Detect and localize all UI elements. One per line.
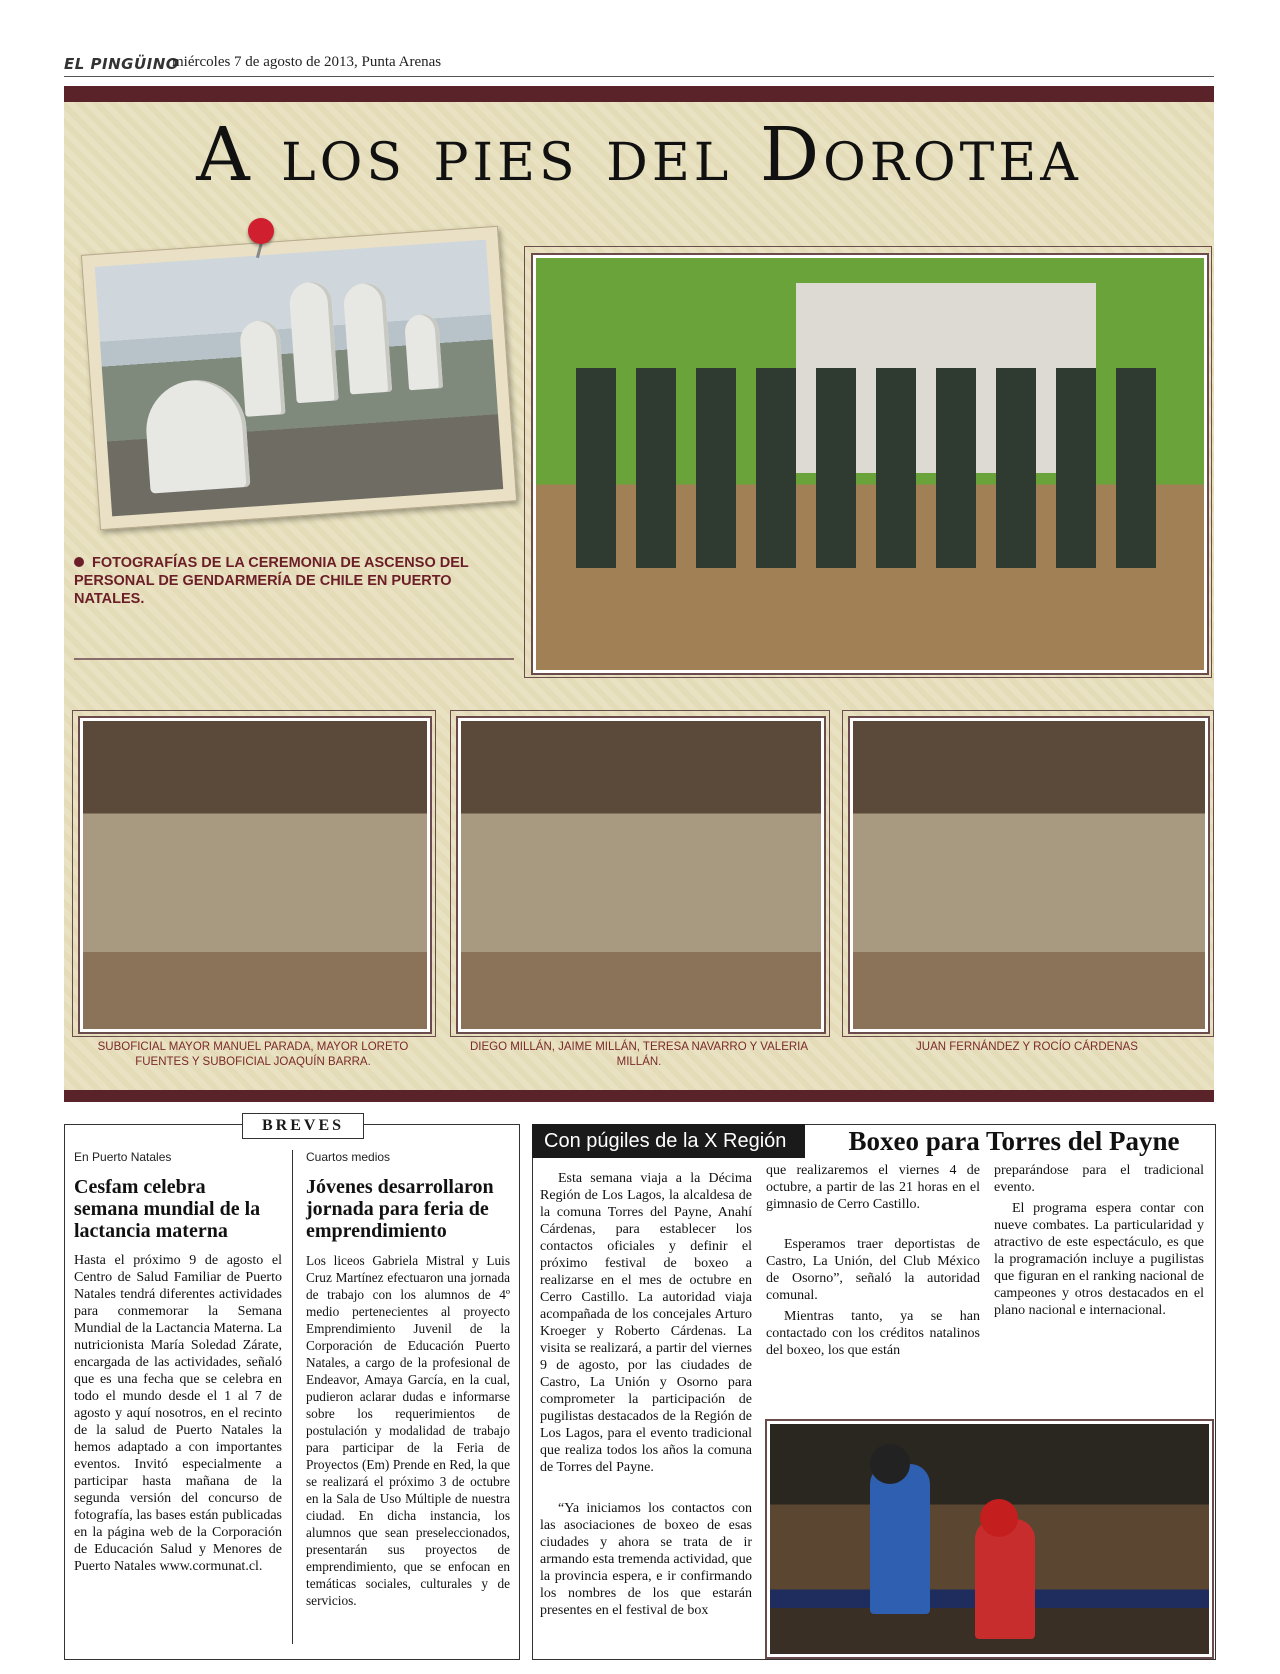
boxeo-col3-paragraph-2: El programa espera contar con nueve combates. La particularidad y atractivo de este espectáculo, es que la programación incluye a pugilistas que figuran en el ranking nacional de campeones y otros destacados en el plano nacional e internacional. — [994, 1201, 1204, 1318]
boxeo-col1-paragraph-2: “Ya iniciamos los contactos con las asociaciones de boxeo de esas ciudades y ahora se trata de ir armando esta tremenda actividad, que la provincia espera, e ir confirmando los nombres de los que estarán presentes en el festival de box — [540, 1501, 752, 1618]
boxeo-col3-paragraph-1: preparándose para el tradicional evento. — [994, 1163, 1204, 1195]
photo-caption-1: SUBOFICIAL MAYOR MANUEL PARADA, MAYOR LORETO FUENTES Y SUBOFICIAL JOAQUÍN BARRA. — [97, 1041, 409, 1068]
brief-2-body: Los liceos Gabriela Mistral y Luis Cruz Martínez efectuaron una jornada de trabajo con los alumnos de 4º medio pertenecientes al proyecto Emprendimiento Juvenil de la Corporación de Educación Puerto Natales, a cargo de la profesional de Endeavor, Amaya García, en la cual, pudieron aclarar dudas e informarse sobre los requerimientos de postulación y modalidad de trabajo para participar de la Feria de Proyectos (Em) Prende en Red, la que se realizará el próximo 3 de octubre en la Sala de Uso Múltiple de nuestra ciudad. En dicha instancia, los alumnos que sean preseleccionados, presentarán sus proyectos de emprendimiento, que se enfocan en temáticas sociales, culturales y de servicios. — [306, 1253, 510, 1608]
boxeo-col2-paragraph-2: Esperamos traer deportistas de Castro, La Unión, del Club México de Osorno”, señaló la autoridad comunal. — [766, 1237, 980, 1303]
dateline: miércoles 7 de agosto de 2013, Punta Arenas — [172, 54, 442, 70]
monument-photo-frame — [81, 226, 517, 530]
feature-headline: A los pies del Dorotea — [196, 112, 1082, 198]
push-pin-icon — [248, 218, 274, 244]
couple-photo — [850, 718, 1208, 1032]
newspaper-logo: EL PINGÜINO — [64, 55, 180, 73]
monument-photo — [95, 240, 503, 517]
main-caption-text: FOTOGRAFÍAS DE LA CEREMONIA DE ASCENSO DEL PERSONAL DE GENDARMERÍA DE CHILE EN PUERTO NATALES. — [74, 555, 469, 607]
brief-2-kicker: Cuartos medios — [306, 1150, 391, 1164]
brief-1-body: Hasta el próximo 9 de agosto el Centro de Salud Familiar de Puerto Natales tendrá diferentes actividades para conmemorar la Semana Mundial de la Lactancia Materna. La nutricionista María Soledad Zárate, encargada de las actividades, señaló que es una fecha que se celebra en todo el mundo desde el 1 al 7 de agosto y aquí nosotros, en el recinto de la salud de Puerto Natales la hemos adaptado a con importantes eventos. Invitó especialmente a participar hasta mañana de la segunda versión del concurso de fotografía, las bases están publicadas en la página web de la Corporación de Educación Salud y Menores de Puerto Natales www.cormunat.cl. — [74, 1253, 282, 1574]
bullet-icon — [74, 557, 84, 567]
photo-caption-3: JUAN FERNÁNDEZ Y ROCÍO CÁRDENAS — [916, 1041, 1138, 1053]
boxeo-headline: Boxeo para Torres del Payne — [848, 1126, 1180, 1156]
family-photo — [458, 718, 824, 1032]
brief-1-title: Cesfam celebra semana mundial de la lactancia materna — [74, 1176, 261, 1242]
masthead — [64, 54, 1214, 77]
boxing-match-photo — [767, 1421, 1212, 1657]
boxeo-section-tag: Con púgiles de la X Región — [532, 1124, 805, 1158]
brief-2-title: Jóvenes desarrollaron jornada para feria de emprendimiento — [306, 1176, 494, 1242]
ceremony-group-photo — [533, 255, 1207, 673]
boxeo-col2-paragraph-1: que realizaremos el viernes 4 de octubre, a partir de las 21 horas en el gimnasio de Cerro Castillo. — [766, 1163, 980, 1212]
brief-1-kicker: En Puerto Natales — [74, 1150, 172, 1164]
feature-top-band — [64, 86, 1214, 102]
feature-bottom-band — [64, 1090, 1214, 1102]
feature-divider — [74, 658, 514, 660]
breves-column-rule — [292, 1150, 293, 1644]
breves-tag: BREVES — [242, 1113, 364, 1139]
boxeo-col2-paragraph-3: Mientras tanto, ya se han contactado con los créditos natalinos del boxeo, los que están — [766, 1309, 980, 1358]
officers-photo — [80, 718, 430, 1032]
main-photo-caption — [74, 554, 514, 608]
photo-caption-2: DIEGO MILLÁN, JAIME MILLÁN, TERESA NAVARRO Y VALERIA MILLÁN. — [469, 1041, 809, 1068]
boxeo-col1-paragraph-1: Esta semana viaja a la Décima Región de Los Lagos, la alcaldesa de la comuna Torres del Payne, Anahí Cárdenas, para establecer los contactos oficiales y definir el próximo festival de boxeo a realizarse en el mes de octubre en Cerro Castillo. La autoridad viaja acompañada de los concejales Arturo Kroeger y Roberto Cárdenas. La visita se realizará, a partir del viernes 9 de agosto, por las ciudades de Castro, La Unión y Osorno para comprometer la participación de pugilistas destacados de la Región de Los Lagos, para el evento tradicional que realiza todos los años la comuna de Torres del Payne. — [540, 1171, 752, 1475]
